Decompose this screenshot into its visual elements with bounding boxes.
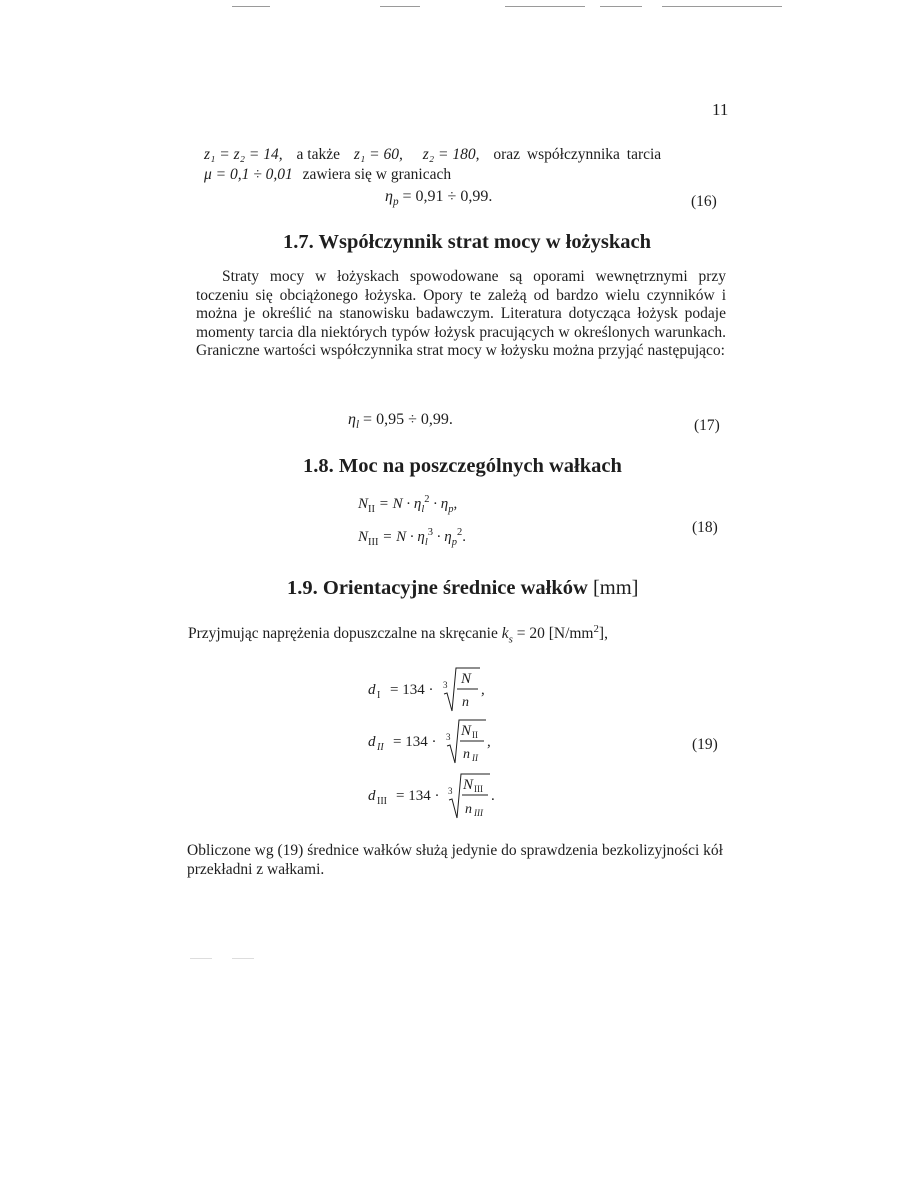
equation-19-formula-1: [368, 664, 528, 714]
equation-16: $\eta_p = 0,91 \div 0,99$.: [385, 188, 493, 209]
section-1-7-paragraph: Straty mocy w łożyskach spowodowane są oporami wewnętrznymi przy toczeniu się obciążonego łożyska. Opory te zależą od bardzo wielu czynników i można je określić na stanowisku badawczym. Literatura dotycząca łożysk podaje momenty tarcia dla niektórych typów łożysk pracujących w określonych warunkach. Graniczne wartości współczynnika strat mocy w łożysku można przyjąć następująco:: [196, 268, 726, 359]
page-number: 11: [712, 100, 729, 119]
equation-19-formula-2: [368, 716, 528, 766]
formula-numerator: N: [463, 777, 474, 793]
formula-end: ,: [481, 682, 485, 698]
section-heading-1-9: 1.9. Orientacyjne średnice wałków [mm]: [287, 577, 639, 599]
section-heading-1-7: 1.7. Współczynnik strat mocy w łożyskach: [283, 231, 652, 253]
formula-numerator-sub: III: [474, 784, 483, 794]
formula-coef: = 134 ·: [396, 788, 440, 804]
scan-artifact-line: [232, 958, 254, 959]
formula-numerator: N: [461, 723, 472, 739]
scan-artifact-line: [505, 6, 585, 7]
scan-artifact-line: [662, 6, 782, 7]
formula-denominator: n: [462, 695, 469, 710]
formula-numerator-sub: II: [472, 730, 478, 740]
formula-root-index: 3: [443, 680, 448, 690]
equation-number-19: (19): [692, 736, 718, 753]
formula-end: .: [491, 788, 495, 804]
formula-end: ,: [487, 734, 491, 750]
intro-line-1: z₁ = z₂ = 14, a także z₁ = 60, z₂ = 180, oraz współczynnika tarcia: [204, 146, 662, 163]
formula-denominator-sub: III: [474, 808, 483, 818]
formula-d-sub: II: [377, 742, 384, 753]
scan-artifact-line: [190, 958, 212, 959]
formula-d-sub: I: [377, 690, 381, 701]
section-1-9-intro: Przyjmując naprężenia dopuszczalne na skręcanie $k_s = 20$ $[N/mm^2]$,: [188, 623, 608, 646]
formula-coef: = 134 ·: [393, 734, 437, 750]
equation-18-line-1: $N_{II} = N \cdot \eta_l^2 \cdot \eta_p$,: [358, 494, 458, 515]
closing-paragraph: Obliczone wg (19) średnice wałków służą jedynie do sprawdzenia bezkolizyjności kół przekładni z wałkami.: [187, 842, 723, 878]
section-heading-1-8: 1.8. Moc na poszczególnych wałkach: [303, 455, 622, 477]
equation-number-16: (16): [691, 193, 717, 210]
formula-numerator: N: [461, 671, 472, 687]
formula-denominator: n: [463, 747, 470, 762]
formula-d: d: [368, 682, 376, 698]
formula-d: d: [368, 734, 376, 750]
equation-17: $\eta_l = 0,95 \div 0,99$.: [348, 411, 453, 432]
intro-line-2: μ = 0,1 ÷ 0,01 zawiera się w granicach: [204, 166, 452, 183]
equation-number-18: (18): [692, 519, 718, 536]
equation-number-17: (17): [694, 417, 720, 434]
heading-unit: [mm]: [592, 577, 639, 599]
equation-18-line-2: $N_{III} = N \cdot \eta_l^3 \cdot \eta_p^2$.: [358, 527, 466, 548]
scan-artifact-line: [232, 6, 270, 7]
formula-denominator-sub: II: [472, 753, 478, 763]
equation-19-formula-3: [368, 770, 528, 822]
formula-d: d: [368, 788, 376, 804]
formula-coef: = 134 ·: [390, 682, 434, 698]
formula-root-index: 3: [446, 732, 451, 742]
formula-root-index: 3: [448, 786, 453, 796]
scan-artifact-line: [600, 6, 642, 7]
formula-d-sub: III: [377, 796, 387, 807]
scan-artifact-line: [380, 6, 420, 7]
formula-denominator: n: [465, 802, 472, 817]
